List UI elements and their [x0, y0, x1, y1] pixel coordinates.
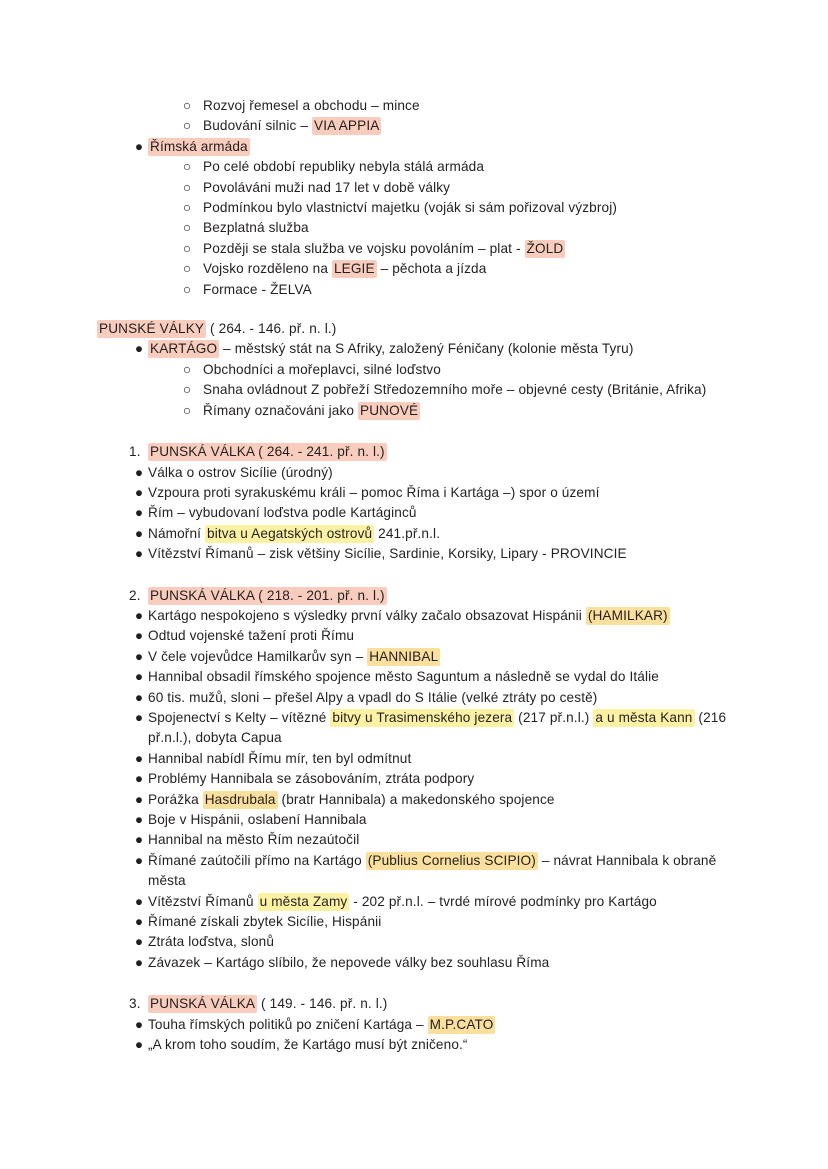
circle-bullet-icon: ○ — [182, 118, 192, 134]
list-item — [97, 178, 756, 198]
list-item-text: Spojenectví s Kelty – vítězné — [148, 709, 331, 725]
list-item-text: Řím – vybudovaní loďstva podle Kartáginců — [148, 505, 417, 521]
list-item — [97, 667, 756, 687]
circle-bullet-icon: ○ — [182, 159, 192, 175]
list-item-text: Hannibal obsadil římského spojence město Saguntum a následně se vydal do Itálie — [148, 669, 659, 685]
circle-bullet-icon: ○ — [182, 240, 192, 256]
disc-bullet-icon: ● — [134, 341, 144, 357]
list-number: 2. — [129, 587, 141, 603]
disc-bullet-icon: ● — [134, 464, 144, 480]
disc-bullet-icon: ● — [134, 812, 144, 827]
list-item-text: Po celé období republiky nebyla stálá armáda — [203, 159, 485, 175]
heading-first-punic-war — [97, 442, 756, 462]
list-item — [97, 769, 756, 789]
highlight-battle-trasimene: bitvy u Trasimenského jezera — [332, 709, 513, 725]
list-item-text: Vítězství Římanů — [148, 893, 258, 909]
list-item — [97, 912, 756, 932]
disc-bullet-icon: ● — [134, 1016, 144, 1032]
circle-bullet-icon: ○ — [182, 98, 192, 113]
highlight-battle-cannae: a u města Kann — [595, 709, 693, 725]
highlight-scipio: (Publius Cornelius SCIPIO) — [367, 852, 536, 868]
disc-bullet-icon: ● — [134, 709, 144, 725]
disc-bullet-icon: ● — [134, 505, 144, 521]
disc-bullet-icon: ● — [134, 914, 144, 930]
section-second-punic-war — [97, 586, 756, 974]
list-item — [97, 953, 756, 973]
list-item-text: Římané získali zbytek Sicílie, Hispánii — [148, 914, 382, 930]
list-item — [97, 96, 756, 116]
list-item-text: Závazek – Kartágo slíbilo, že nepovede války bez souhlasu Říma — [148, 954, 550, 970]
list-item-text: Hannibal nabídl Římu mír, ten byl odmítnut — [148, 750, 412, 766]
highlight-kartago: KARTÁGO — [150, 341, 218, 357]
list-item-text: Snaha ovládnout Z pobřeží Středozemního moře – objevné cesty (Británie, Afrika) — [203, 382, 707, 398]
circle-bullet-icon: ○ — [182, 261, 192, 277]
section-roman-state — [97, 96, 756, 300]
list-item-text: Formace - ŽELVA — [203, 281, 312, 297]
circle-bullet-icon: ○ — [182, 402, 192, 418]
list-item — [97, 749, 756, 769]
list-item — [97, 198, 756, 218]
list-item-text-mid: (217 př.n.l.) — [514, 709, 594, 725]
punic-wars-dates: ( 264. - 146. př. n. l.) — [206, 321, 337, 337]
list-item — [97, 932, 756, 952]
list-item — [97, 360, 756, 380]
list-item — [97, 259, 756, 279]
highlight-punove: PUNOVÉ — [360, 402, 419, 418]
list-item — [97, 401, 756, 421]
subheading-roman-army — [97, 137, 756, 157]
highlight-cato: M.P.CATO — [429, 1016, 494, 1032]
disc-bullet-icon: ● — [134, 832, 144, 848]
list-item-text: Obchodníci a mořeplavci, silné loďstvo — [203, 361, 441, 377]
list-item-text: Povoláváni muži nad 17 let v době války — [203, 179, 451, 195]
highlight-hannibal: HANNIBAL — [369, 648, 439, 664]
list-item — [97, 239, 756, 259]
third-punic-war-dates: ( 149. - 146. př. n. l.) — [257, 996, 388, 1012]
list-item-text-tail: – návrat Hannibala k obraně města — [148, 852, 717, 889]
list-item-text: 60 tis. mužů, sloni – přešel Alpy a vpadl do S Itálie (velké ztráty po cestě) — [148, 689, 598, 705]
circle-bullet-icon: ○ — [182, 200, 192, 216]
list-number: 1. — [129, 444, 141, 460]
list-item — [97, 1015, 756, 1035]
list-item — [97, 810, 756, 830]
list-item — [97, 647, 756, 667]
highlight-via-appia: VIA APPIA — [314, 118, 380, 134]
carthage-description: – městský stát na S Afriky, založený Féničany (kolonie města Tyru) — [219, 341, 634, 357]
list-item — [97, 463, 756, 483]
disc-bullet-icon: ● — [134, 750, 144, 766]
list-item — [97, 626, 756, 646]
list-item — [97, 503, 756, 523]
circle-bullet-icon: ○ — [182, 179, 192, 195]
highlight-roman-army: Římská armáda — [150, 138, 248, 154]
list-item — [97, 708, 756, 749]
circle-bullet-icon: ○ — [182, 361, 192, 377]
spacer — [97, 565, 756, 586]
list-item-text: Touha římských politiků po zničení Kartága – — [148, 1016, 428, 1032]
circle-bullet-icon: ○ — [182, 382, 192, 398]
list-item-text-tail: 241.př.n.l. — [374, 525, 441, 541]
list-item-text: Námořní — [148, 525, 205, 541]
list-item — [97, 483, 756, 503]
disc-bullet-icon: ● — [134, 525, 144, 541]
highlight-hasdrubal: Hasdrubala — [204, 791, 276, 807]
list-item — [97, 688, 756, 708]
list-item-text: Vítězství Římanů – zisk většiny Sicílie, Sardinie, Korsiky, Lipary - PROVINCIE — [148, 546, 627, 562]
list-item — [97, 218, 756, 238]
disc-bullet-icon: ● — [134, 689, 144, 705]
highlight-legie: LEGIE — [333, 261, 375, 277]
list-item — [97, 280, 756, 300]
list-item-text: V čele vojevůdce Hamilkarův syn – — [148, 648, 368, 664]
list-item-carthage — [97, 339, 756, 359]
list-item-text: Porážka — [148, 791, 203, 807]
disc-bullet-icon: ● — [134, 546, 144, 562]
list-item-quote — [97, 1035, 756, 1055]
list-item-text: Kartágo nespokojeno s výsledky první války začalo obsazovat Hispánii — [148, 607, 586, 623]
list-item-text-tail: (216 př.n.l.), dobyta Capua — [148, 709, 727, 746]
list-item-text: Odtud vojenské tažení proti Římu — [148, 628, 355, 644]
list-item-text: Válka o ostrov Sicílie (úrodný) — [148, 464, 333, 480]
section-punic-wars — [97, 319, 756, 421]
circle-bullet-icon: ○ — [182, 220, 192, 236]
list-number: 3. — [129, 996, 141, 1012]
list-item — [97, 892, 756, 912]
disc-bullet-icon: ● — [134, 484, 144, 500]
list-item-text: Hannibal na město Řím nezaútočil — [148, 832, 360, 848]
disc-bullet-icon: ● — [134, 648, 144, 664]
list-item-text: Římané zaútočili přímo na Kartágo — [148, 852, 366, 868]
list-item — [97, 380, 756, 400]
spacer — [97, 300, 756, 319]
list-item-text: Vzpoura proti syrakuskému králi – pomoc Říma i Kartága –) spor o území — [148, 484, 600, 500]
list-item — [97, 606, 756, 626]
list-item-text: Rozvoj řemesel a obchodu – mince — [203, 98, 420, 113]
disc-bullet-icon: ● — [134, 954, 144, 970]
list-item-text: Podmínkou bylo vlastnictví majetku (voják si sám pořizoval výzbroj) — [203, 200, 618, 216]
heading-third-punic-war — [97, 994, 756, 1014]
highlight-first-punic-war-title: PUNSKÁ VÁLKA ( 264. - 241. př. n. l.) — [150, 444, 385, 460]
disc-bullet-icon: ● — [134, 852, 144, 868]
highlight-battle-aegates: bitva u Aegatských ostrovů — [207, 525, 373, 541]
list-item-text: Budování silnic – — [203, 118, 312, 134]
circle-bullet-icon: ○ — [182, 281, 192, 297]
list-item-text: Boje v Hispánii, oslabení Hannibala — [148, 812, 367, 827]
list-item-text: Později se stala služba ve vojsku povoláním – plat - — [203, 240, 525, 256]
list-item — [97, 830, 756, 850]
list-item — [97, 524, 756, 544]
highlight-third-punic-war-title: PUNSKÁ VÁLKA — [150, 996, 256, 1012]
section-third-punic-war — [97, 994, 756, 1055]
highlight-hamilkar: (HAMILKAR) — [587, 607, 668, 623]
list-item-text: Bezplatná služba — [203, 220, 309, 236]
list-item-text: Římany označováni jako — [203, 402, 359, 418]
disc-bullet-icon: ● — [134, 934, 144, 950]
disc-bullet-icon: ● — [134, 138, 144, 154]
highlight-zold: ŽOLD — [526, 240, 564, 256]
spacer — [97, 973, 756, 994]
list-item-text: Problémy Hannibala se zásobováním, ztráta podpory — [148, 771, 475, 787]
disc-bullet-icon: ● — [134, 893, 144, 909]
disc-bullet-icon: ● — [134, 628, 144, 644]
highlight-punic-wars-title: PUNSKÉ VÁLKY — [99, 321, 205, 337]
disc-bullet-icon: ● — [134, 771, 144, 787]
disc-bullet-icon: ● — [134, 607, 144, 623]
highlight-second-punic-war-title: PUNSKÁ VÁLKA ( 218. - 201. př. n. l.) — [150, 587, 385, 603]
section-first-punic-war — [97, 442, 756, 564]
disc-bullet-icon: ● — [134, 791, 144, 807]
list-item — [97, 851, 756, 892]
list-item — [97, 116, 756, 136]
disc-bullet-icon: ● — [134, 1037, 144, 1053]
list-item-text-tail: - 202 př.n.l. – tvrdé mírové podmínky pro Kartágo — [349, 893, 657, 909]
list-item-text: Vojsko rozděleno na — [203, 261, 332, 277]
list-item-text-tail: (bratr Hannibala) a makedonského spojence — [277, 791, 555, 807]
list-item — [97, 790, 756, 810]
quote-text: „A krom toho soudím, že Kartágo musí být zničeno.“ — [148, 1037, 468, 1053]
disc-bullet-icon: ● — [134, 669, 144, 685]
spacer — [97, 421, 756, 442]
list-item-text-tail: – pěchota a jízda — [376, 261, 487, 277]
heading-second-punic-war — [97, 586, 756, 606]
list-item-text: Ztráta loďstva, slonů — [148, 934, 275, 950]
page-title — [97, 319, 756, 339]
list-item — [97, 544, 756, 564]
highlight-zama: u města Zamy — [259, 893, 348, 909]
list-item — [97, 157, 756, 177]
